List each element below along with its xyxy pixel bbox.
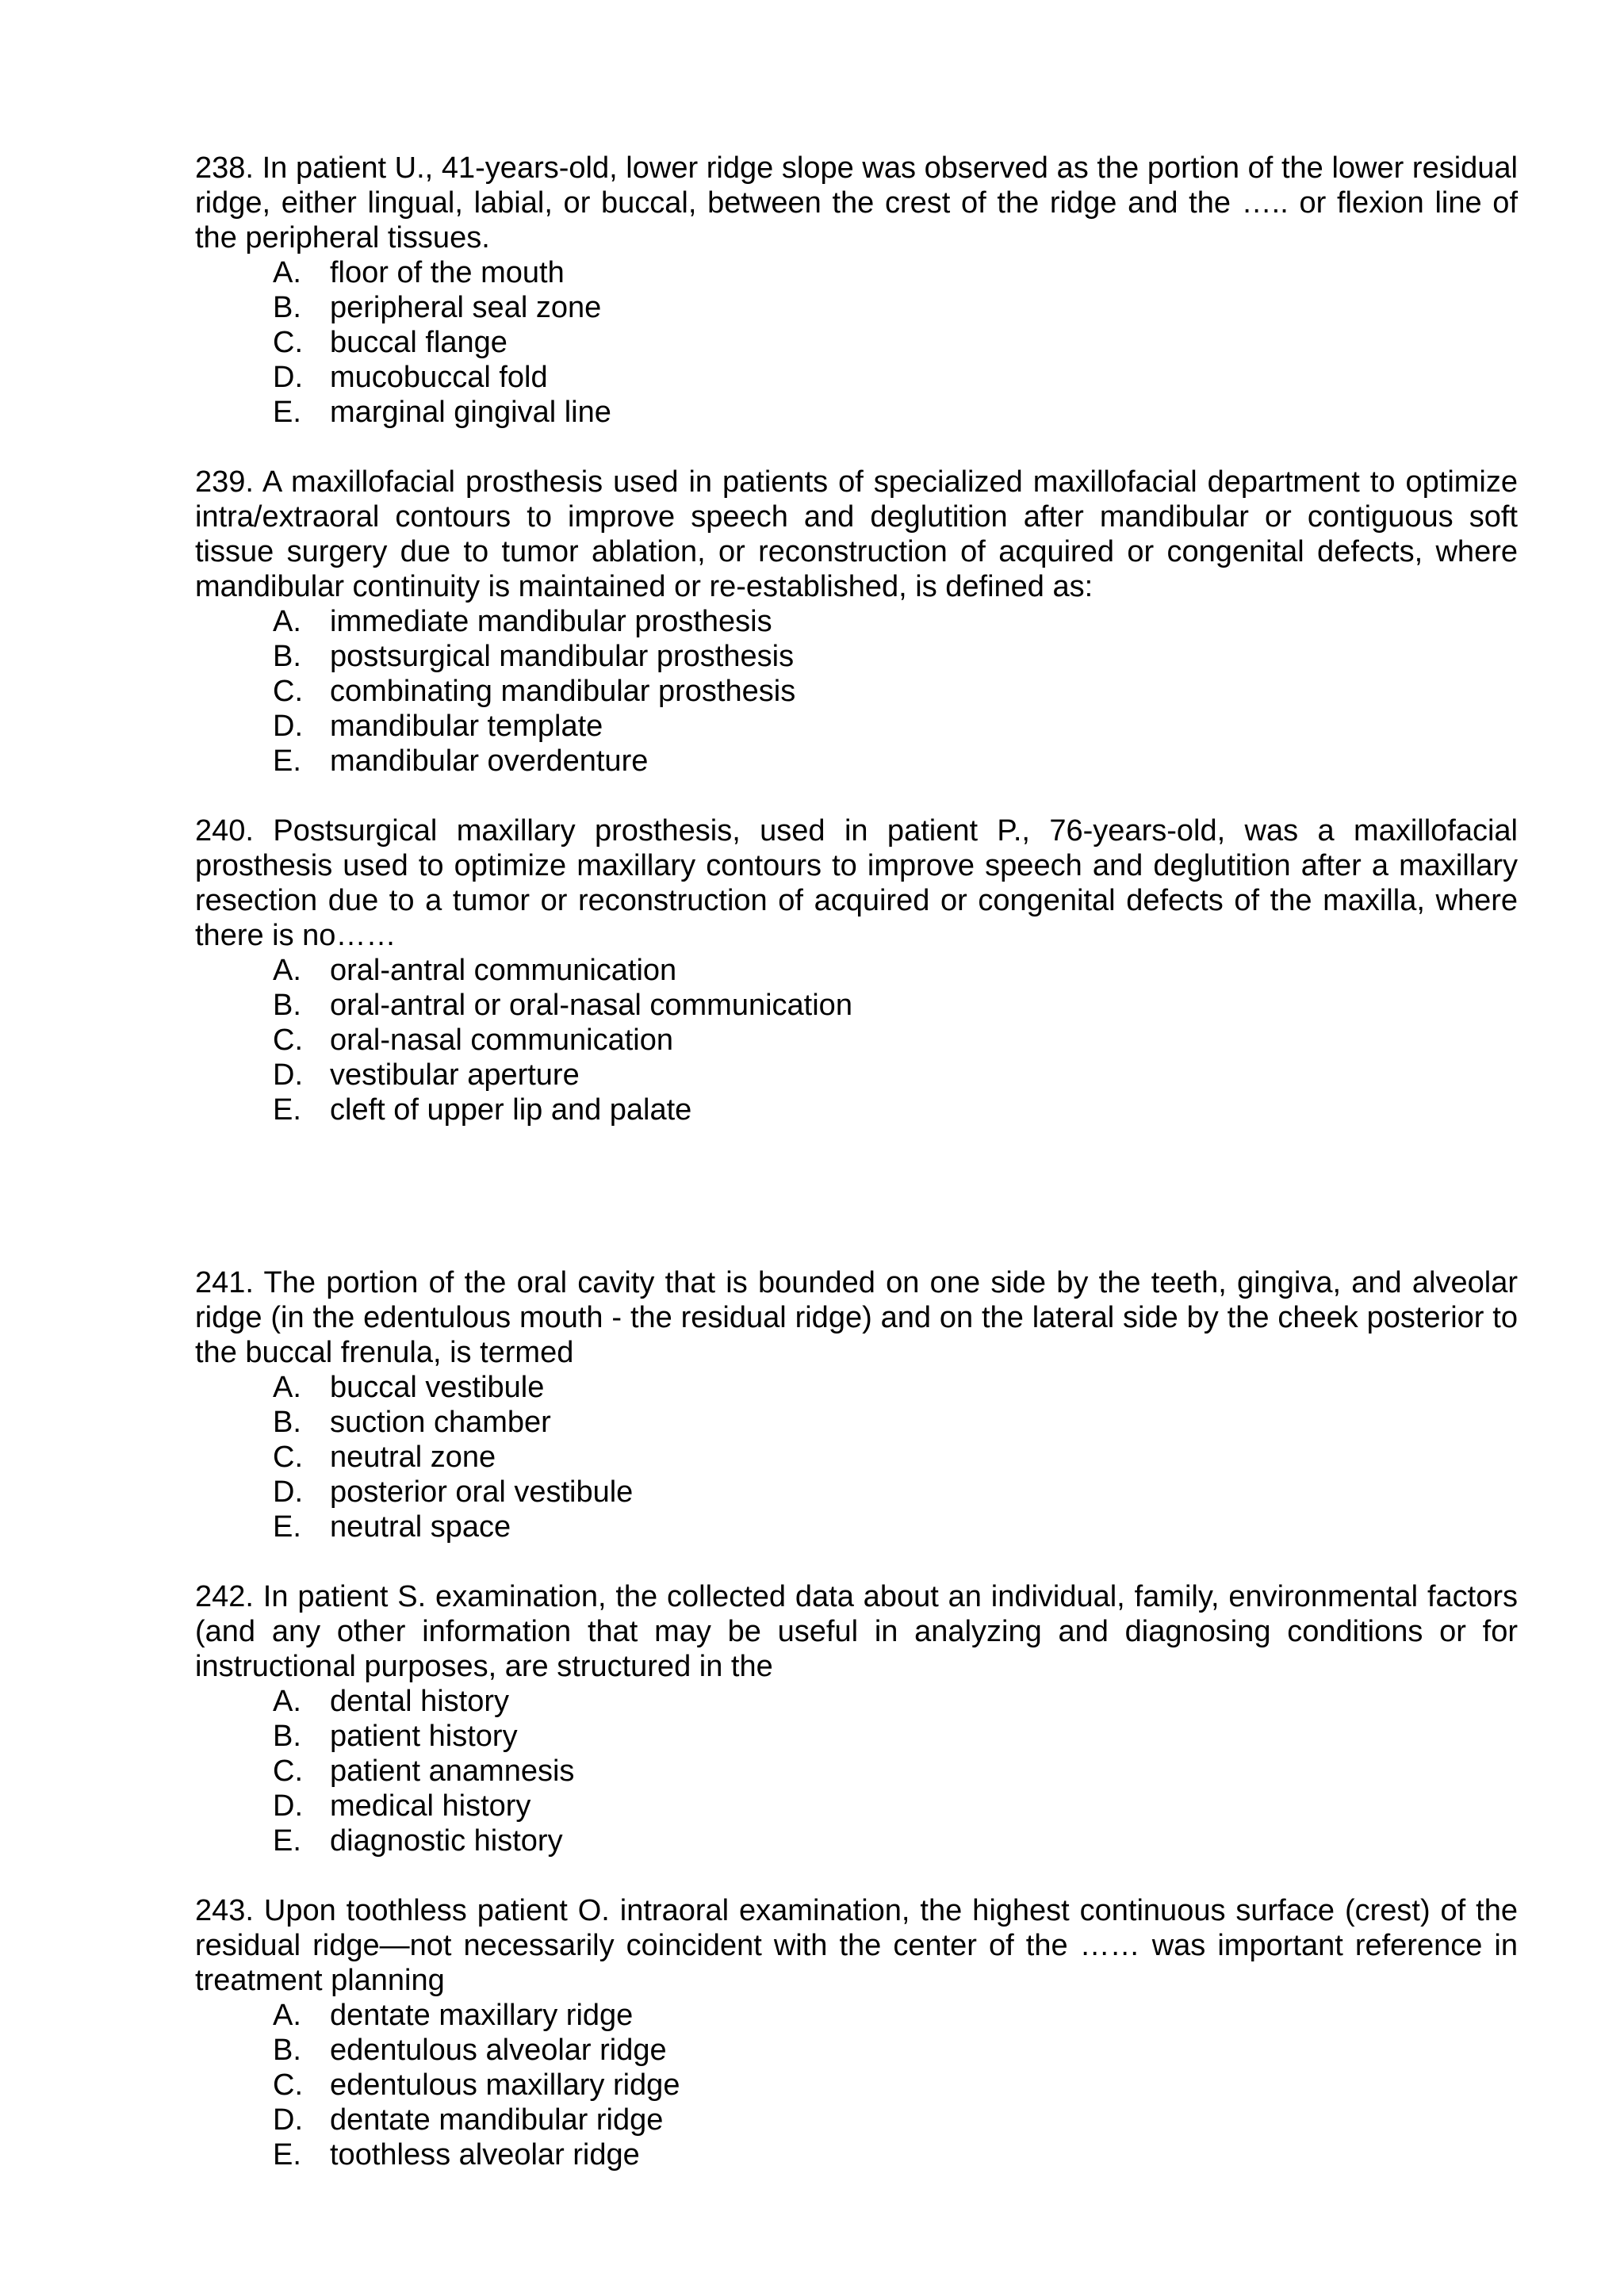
answer-option bbox=[195, 604, 1518, 639]
answer-option bbox=[195, 744, 1518, 779]
answer-option bbox=[195, 290, 1518, 325]
option-letter: B. bbox=[273, 291, 301, 324]
option-letter: E. bbox=[273, 1093, 301, 1127]
option-text: oral-nasal communication bbox=[330, 1024, 673, 1057]
option-letter: A. bbox=[273, 1685, 301, 1718]
answer-option bbox=[195, 1475, 1518, 1510]
option-text: mandibular overdenture bbox=[330, 744, 649, 778]
question-stem: 241. The portion of the oral cavity that is bounded on one side by the teeth, gingiva, and alveolar ridge (in the edentulous mouth - the residual ridge) and on the lateral side by the cheek posterior to the buccal frenula, is termed bbox=[195, 1266, 1518, 1369]
option-letter: D. bbox=[273, 1475, 303, 1509]
option-letter: C. bbox=[273, 675, 303, 708]
question-240 bbox=[195, 813, 1518, 1127]
option-text: vestibular aperture bbox=[330, 1058, 580, 1092]
option-letter: C. bbox=[273, 1755, 303, 1788]
answer-option bbox=[195, 1754, 1518, 1789]
option-text: suction chamber bbox=[330, 1406, 551, 1439]
answer-option bbox=[195, 1719, 1518, 1754]
option-text: cleft of upper lip and palate bbox=[330, 1093, 692, 1127]
question-238 bbox=[195, 151, 1518, 430]
option-text: diagnostic history bbox=[330, 1824, 563, 1858]
option-letter: D. bbox=[273, 1789, 303, 1823]
option-letter: D. bbox=[273, 710, 303, 743]
option-text: buccal vestibule bbox=[330, 1371, 545, 1404]
question-241 bbox=[195, 1265, 1518, 1544]
answer-option bbox=[195, 2137, 1518, 2172]
option-letter: A. bbox=[273, 1999, 301, 2032]
option-letter: B. bbox=[273, 640, 301, 673]
answer-option bbox=[195, 1370, 1518, 1405]
answer-option bbox=[195, 674, 1518, 709]
answer-option bbox=[195, 953, 1518, 988]
option-letter: B. bbox=[273, 1720, 301, 1753]
option-letter: A. bbox=[273, 1371, 301, 1404]
option-text: buccal flange bbox=[330, 326, 508, 359]
answer-option bbox=[195, 1058, 1518, 1093]
question-stem: 243. Upon toothless patient O. intraoral examination, the highest continuous surface (crest) of the residual ridge—not necessarily coincident with the center of the …… was important reference in treatment planning bbox=[195, 1894, 1518, 1997]
option-letter: B. bbox=[273, 1406, 301, 1439]
answer-option bbox=[195, 1684, 1518, 1719]
option-text: patient history bbox=[330, 1720, 518, 1753]
answer-option bbox=[195, 1440, 1518, 1475]
answer-options bbox=[195, 1370, 1518, 1544]
option-text: toothless alveolar ridge bbox=[330, 2138, 640, 2172]
option-text: dentate maxillary ridge bbox=[330, 1999, 634, 2032]
answer-options bbox=[195, 1684, 1518, 1858]
option-text: edentulous maxillary ridge bbox=[330, 2068, 680, 2102]
option-letter: D. bbox=[273, 2103, 303, 2137]
option-text: posterior oral vestibule bbox=[330, 1475, 634, 1509]
answer-option bbox=[195, 1405, 1518, 1440]
answer-options bbox=[195, 953, 1518, 1127]
option-text: dentate mandibular ridge bbox=[330, 2103, 664, 2137]
option-letter: D. bbox=[273, 361, 303, 394]
answer-option bbox=[195, 395, 1518, 430]
option-letter: B. bbox=[273, 989, 301, 1022]
answer-option bbox=[195, 1998, 1518, 2033]
option-text: immediate mandibular prosthesis bbox=[330, 605, 772, 638]
question-243 bbox=[195, 1893, 1518, 2172]
option-text: postsurgical mandibular prosthesis bbox=[330, 640, 795, 673]
option-letter: E. bbox=[273, 1824, 301, 1858]
answer-options bbox=[195, 1998, 1518, 2172]
option-text: mandibular template bbox=[330, 710, 603, 743]
option-letter: C. bbox=[273, 326, 303, 359]
option-letter: D. bbox=[273, 1058, 303, 1092]
answer-option bbox=[195, 255, 1518, 290]
option-text: combinating mandibular prosthesis bbox=[330, 675, 796, 708]
option-text: neutral space bbox=[330, 1510, 511, 1544]
answer-options bbox=[195, 604, 1518, 779]
option-text: mucobuccal fold bbox=[330, 361, 548, 394]
option-text: edentulous alveolar ridge bbox=[330, 2034, 667, 2067]
answer-option bbox=[195, 639, 1518, 674]
answer-option bbox=[195, 1093, 1518, 1127]
option-letter: A. bbox=[273, 256, 301, 289]
answer-option bbox=[195, 1023, 1518, 1058]
answer-option bbox=[195, 2103, 1518, 2137]
option-text: patient anamnesis bbox=[330, 1755, 575, 1788]
option-letter: C. bbox=[273, 1441, 303, 1474]
answer-option bbox=[195, 1510, 1518, 1544]
answer-option bbox=[195, 2033, 1518, 2068]
option-letter: E. bbox=[273, 1510, 301, 1544]
option-text: floor of the mouth bbox=[330, 256, 565, 289]
option-letter: C. bbox=[273, 2068, 303, 2102]
document-page bbox=[195, 151, 1518, 2172]
option-letter: A. bbox=[273, 605, 301, 638]
option-letter: C. bbox=[273, 1024, 303, 1057]
answer-option bbox=[195, 360, 1518, 395]
answer-options bbox=[195, 255, 1518, 430]
answer-option bbox=[195, 2068, 1518, 2103]
option-text: dental history bbox=[330, 1685, 510, 1718]
question-stem: 238. In patient U., 41-years-old, lower ridge slope was observed as the portion of the lower residual ridge, either lingual, labial, or buccal, between the crest of the ridge and the ….. or flexion line of the peripheral tissues. bbox=[195, 151, 1518, 254]
answer-option bbox=[195, 325, 1518, 360]
question-stem: 239. A maxillofacial prosthesis used in patients of specialized maxillofacial department to optimize intra/extraoral contours to improve speech and deglutition after mandibular or contiguous soft tissue surgery due to tumor ablation, or reconstruction of acquired or congenital defects, where mandibular continuity is maintained or re-established, is defined as: bbox=[195, 465, 1518, 603]
option-text: medical history bbox=[330, 1789, 531, 1823]
option-text: marginal gingival line bbox=[330, 396, 611, 429]
answer-option bbox=[195, 1823, 1518, 1858]
answer-option bbox=[195, 988, 1518, 1023]
question-242 bbox=[195, 1579, 1518, 1858]
option-letter: A. bbox=[273, 954, 301, 987]
option-letter: E. bbox=[273, 2138, 301, 2172]
option-letter: B. bbox=[273, 2034, 301, 2067]
option-letter: E. bbox=[273, 396, 301, 429]
option-text: peripheral seal zone bbox=[330, 291, 602, 324]
answer-option bbox=[195, 709, 1518, 744]
question-stem: 242. In patient S. examination, the collected data about an individual, family, environmental factors (and any other information that may be useful in analyzing and diagnosing conditions or for instructional purposes, are structured in the bbox=[195, 1580, 1518, 1683]
answer-option bbox=[195, 1789, 1518, 1823]
option-letter: E. bbox=[273, 744, 301, 778]
option-text: oral-antral communication bbox=[330, 954, 677, 987]
option-text: oral-antral or oral-nasal communication bbox=[330, 989, 852, 1022]
option-text: neutral zone bbox=[330, 1441, 496, 1474]
question-stem: 240. Postsurgical maxillary prosthesis, used in patient P., 76-years-old, was a maxillofacial prosthesis used to optimize maxillary contours to improve speech and deglutition after a maxillary resection due to a tumor or reconstruction of acquired or congenital defects of the maxilla, where there is no…… bbox=[195, 814, 1518, 952]
question-239 bbox=[195, 465, 1518, 779]
